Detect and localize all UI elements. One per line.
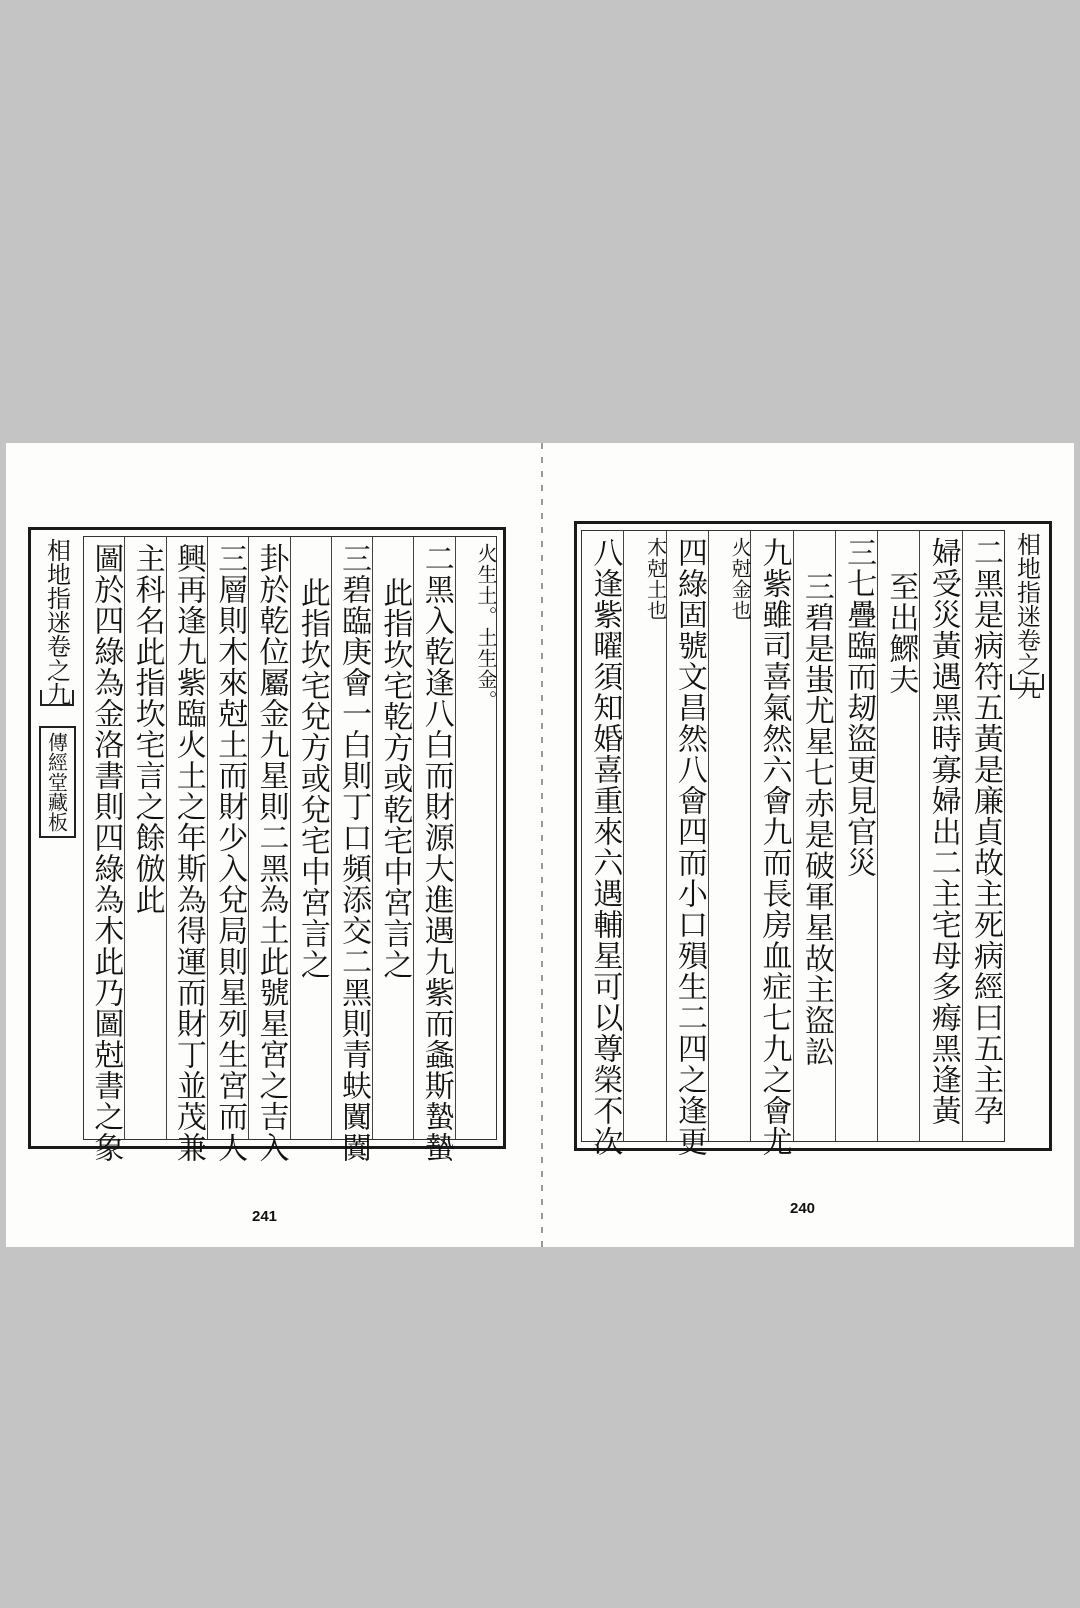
text-column xyxy=(207,537,248,1163)
column-text: 至出鰥夫 xyxy=(883,571,919,695)
column-text: 二黑是病符五黃是廉貞故主死病經曰五主孕 xyxy=(968,537,1003,1126)
column-text: 興再逢九紫臨火土之年斯為得運而財丁並茂兼 xyxy=(170,543,206,1163)
text-column xyxy=(962,531,1004,1141)
margin-title: 相地指迷卷之九 xyxy=(42,538,71,706)
column-text: 木尅土也 xyxy=(643,537,668,621)
page-number-right: 240 xyxy=(790,1200,816,1217)
text-column xyxy=(708,531,753,1141)
text-column xyxy=(124,537,165,1139)
margin-title: 相地指迷卷之九 xyxy=(1012,532,1041,700)
column-text: 三七疊臨而刼盜更見官災 xyxy=(841,537,877,878)
column-text: 三碧臨庚會一白則丁口頻添交二黑則青蚨闐闐 xyxy=(336,543,372,1163)
left-columns xyxy=(84,537,498,1163)
left-page xyxy=(28,527,506,1163)
column-text: 卦於乾位屬金九星則二黑為土此號星宮之吉入 xyxy=(253,543,289,1163)
right-text-frame xyxy=(581,530,1005,1157)
page-number-left: 241 xyxy=(252,1208,278,1225)
column-text: 圖於四綠為金洛書則四綠為木此乃圖尅書之象 xyxy=(88,543,124,1163)
column-text: 火生土。土生金。 xyxy=(474,543,498,711)
text-column xyxy=(623,531,668,1141)
text-column xyxy=(248,537,289,1163)
text-column xyxy=(877,531,919,1141)
column-text: 三碧是蚩尤星七赤是破軍星故主盜訟 xyxy=(798,571,834,1067)
column-text: 火尅金也 xyxy=(728,537,753,621)
fish-tail-mark xyxy=(40,690,74,706)
column-text: 此指坎宅乾方或乾宅中宮言之 xyxy=(377,577,413,980)
column-text: 三層則木來尅土而財少入兌局則星列生宮而人 xyxy=(212,543,248,1163)
scanned-book-spread xyxy=(6,443,1074,1247)
publisher-mark: 傳經堂藏板 xyxy=(39,726,76,838)
column-text: 九紫雖司喜氣然六會九而長房血症七九之會尤 xyxy=(756,537,792,1157)
column-text: 此指坎宅兌方或兌宅中宮言之 xyxy=(294,577,330,980)
right-page-margin xyxy=(1005,524,1049,1148)
text-column xyxy=(372,537,413,1139)
left-text-frame xyxy=(83,536,498,1163)
text-column xyxy=(750,531,792,1157)
text-column xyxy=(582,531,623,1157)
column-text: 婦受災黃遇黑時寡婦出二主宅母多痗黑逢黃 xyxy=(925,537,961,1126)
text-column xyxy=(455,537,496,1139)
column-text: 四綠固號文昌然八會四而小口殞生二四之逢更 xyxy=(671,537,707,1157)
text-column xyxy=(413,537,454,1163)
text-column xyxy=(666,531,708,1157)
text-column xyxy=(835,531,877,1141)
text-column xyxy=(166,537,207,1163)
text-column xyxy=(331,537,372,1163)
left-page-margin xyxy=(31,530,83,1146)
right-page xyxy=(574,521,1052,1157)
book-gutter xyxy=(541,443,543,1247)
text-column xyxy=(290,537,331,1139)
text-column xyxy=(84,537,124,1163)
text-column xyxy=(793,531,835,1141)
column-text: 八逢紫曜須知婚喜重來六遇輔星可以尊榮不次 xyxy=(587,537,623,1157)
column-text: 主科名此指坎宅言之餘倣此 xyxy=(129,543,165,915)
text-column xyxy=(919,531,961,1141)
column-text: 二黑入乾逢八白而財源大進遇九紫而螽斯蟄蟄 xyxy=(418,543,454,1163)
fish-tail-mark xyxy=(1010,674,1044,690)
right-columns xyxy=(582,531,1004,1157)
